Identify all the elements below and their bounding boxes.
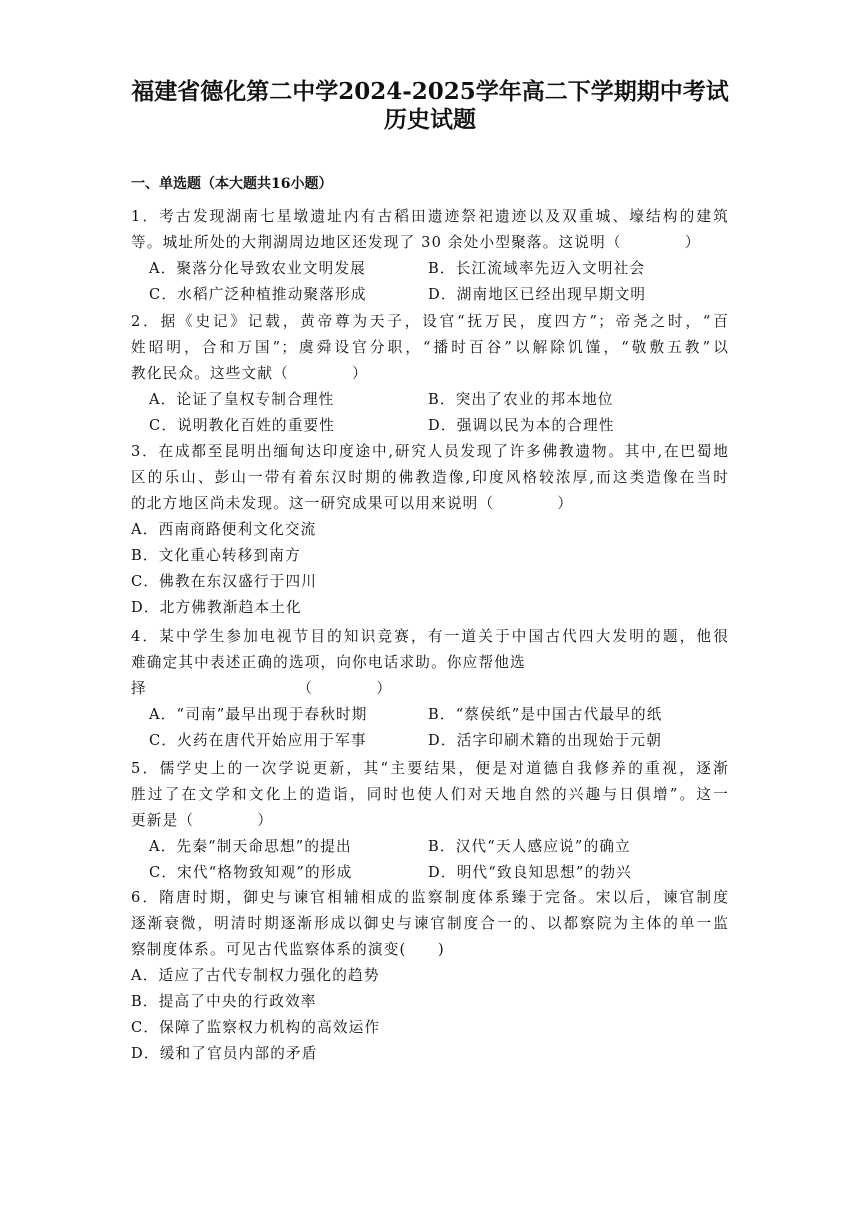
- option-a[interactable]: A．西南商路便利文化交流: [131, 521, 317, 538]
- option-c[interactable]: C．火药在唐代开始应用于军事: [149, 732, 367, 749]
- option-row: [131, 282, 729, 308]
- option-c[interactable]: C．佛教在东汉盛行于四川: [131, 573, 318, 590]
- option-b[interactable]: B．突出了农业的邦本地位: [428, 391, 614, 408]
- option-a[interactable]: A．论证了皇权专制合理性: [149, 391, 335, 408]
- option-b[interactable]: B．提高了中央的行政效率: [131, 993, 317, 1010]
- question-3: [131, 439, 729, 621]
- question-stem-line: 教化民众。这些文献（ ）: [131, 365, 368, 382]
- question-stem-line: 胜过了在文学和文化上的造诣，同时也使人们对天地自然的兴趣与日俱增”。这一: [131, 786, 729, 803]
- question-stem-line: 难确定其中表述正确的选项，向你电话求助。你应帮他选: [131, 654, 526, 671]
- option-b[interactable]: B．文化重心转移到南方: [131, 547, 301, 564]
- option-a[interactable]: A．聚落分化导致农业文明发展: [149, 260, 367, 277]
- option-row: [131, 834, 729, 860]
- question-1: [131, 204, 729, 308]
- question-stem-line: 2．据《史记》记载，黄帝尊为天子，设官“抚万民，度四方”；帝尧之时，“百: [131, 313, 729, 330]
- question-6: [131, 885, 729, 1067]
- question-4: [131, 624, 729, 754]
- option-d[interactable]: D．明代“致良知思想”的勃兴: [428, 864, 632, 881]
- question-stem-line: 区的乐山、彭山一带有着东汉时期的佛教造像,印度风格较浓厚,而这类造像在当时: [131, 469, 729, 486]
- option-d[interactable]: D．湖南地区已经出现早期文明: [428, 286, 647, 303]
- question-5: [131, 756, 729, 886]
- option-a[interactable]: A．先秦“制天命思想”的提出: [149, 838, 352, 855]
- question-stem-line: 择 （ ）: [131, 680, 393, 697]
- option-row: [131, 702, 729, 728]
- question-2: [131, 309, 729, 439]
- exam-title: 福建省德化第二中学2024-2025学年高二下学期期中考试: [131, 78, 729, 105]
- option-row: [131, 728, 729, 754]
- question-stem-line: 5．儒学史上的一次学说更新，其“主要结果，便是对道德自我修养的重视，逐渐: [131, 760, 729, 777]
- option-row: [131, 256, 729, 282]
- option-c[interactable]: C．说明教化百姓的重要性: [149, 417, 336, 434]
- question-stem-line: 4．某中学生参加电视节目的知识竞赛，有一道关于中国古代四大发明的题，他很: [131, 628, 729, 645]
- question-stem-line: 3．在成都至昆明出缅甸达印度途中,研究人员发现了许多佛教遗物。其中,在巴蜀地: [131, 443, 729, 460]
- option-row: [131, 387, 729, 413]
- option-c[interactable]: C．宋代“格物致知观”的形成: [149, 864, 353, 881]
- option-d[interactable]: D．强调以民为本的合理性: [428, 417, 615, 434]
- question-stem-line: 姓昭明，合和万国”；虞舜设官分职，“播时百谷”以解除饥馑，“敬敷五教”以: [131, 339, 729, 356]
- option-row: [131, 860, 729, 886]
- question-stem-line: 的北方地区尚未发现。这一研究成果可以用来说明（ ）: [131, 495, 574, 512]
- option-a[interactable]: A．适应了古代专制权力强化的趋势: [131, 967, 380, 984]
- option-b[interactable]: B．长江流域率先迈入文明社会: [428, 260, 646, 277]
- option-c[interactable]: C．保障了监察权力机构的高效运作: [131, 1019, 381, 1036]
- option-b[interactable]: B．“蔡侯纸”是中国古代最早的纸: [428, 706, 663, 723]
- question-stem-line: 察制度体系。可见古代监察体系的演变( ): [131, 941, 445, 958]
- section-heading: 一、单选题（本大题共16小题）: [131, 176, 333, 192]
- option-row: [131, 413, 729, 439]
- option-d[interactable]: D．北方佛教渐趋本土化: [131, 599, 302, 616]
- question-stem-line: 6．隋唐时期，御史与谏官相辅相成的监察制度体系臻于完备。宋以后，谏官制度: [131, 889, 729, 906]
- option-d[interactable]: D．活字印刷术籍的出现始于元朝: [428, 732, 663, 749]
- question-stem-line: 1．考古发现湖南七星墩遗址内有古稻田遗迹祭祀遗迹以及双重城、壕结构的建筑: [131, 208, 729, 225]
- question-stem-line: 逐渐衰微，明清时期逐渐形成以御史与谏官制度合一的、以都察院为主体的单一监: [131, 915, 729, 932]
- question-stem-line: 等。城址所处的大荆湖周边地区还发现了 30 余处小型聚落。这说明（ ）: [131, 234, 701, 251]
- question-stem-line: 更新是（ ）: [131, 812, 274, 829]
- option-c[interactable]: C．水稻广泛种植推动聚落形成: [149, 286, 367, 303]
- option-b[interactable]: B．汉代“天人感应说”的确立: [428, 838, 631, 855]
- option-a[interactable]: A．“司南”最早出现于春秋时期: [149, 706, 368, 723]
- option-d[interactable]: D．缓和了官员内部的矛盾: [131, 1045, 318, 1062]
- exam-subject-title: 历史试题: [384, 106, 476, 133]
